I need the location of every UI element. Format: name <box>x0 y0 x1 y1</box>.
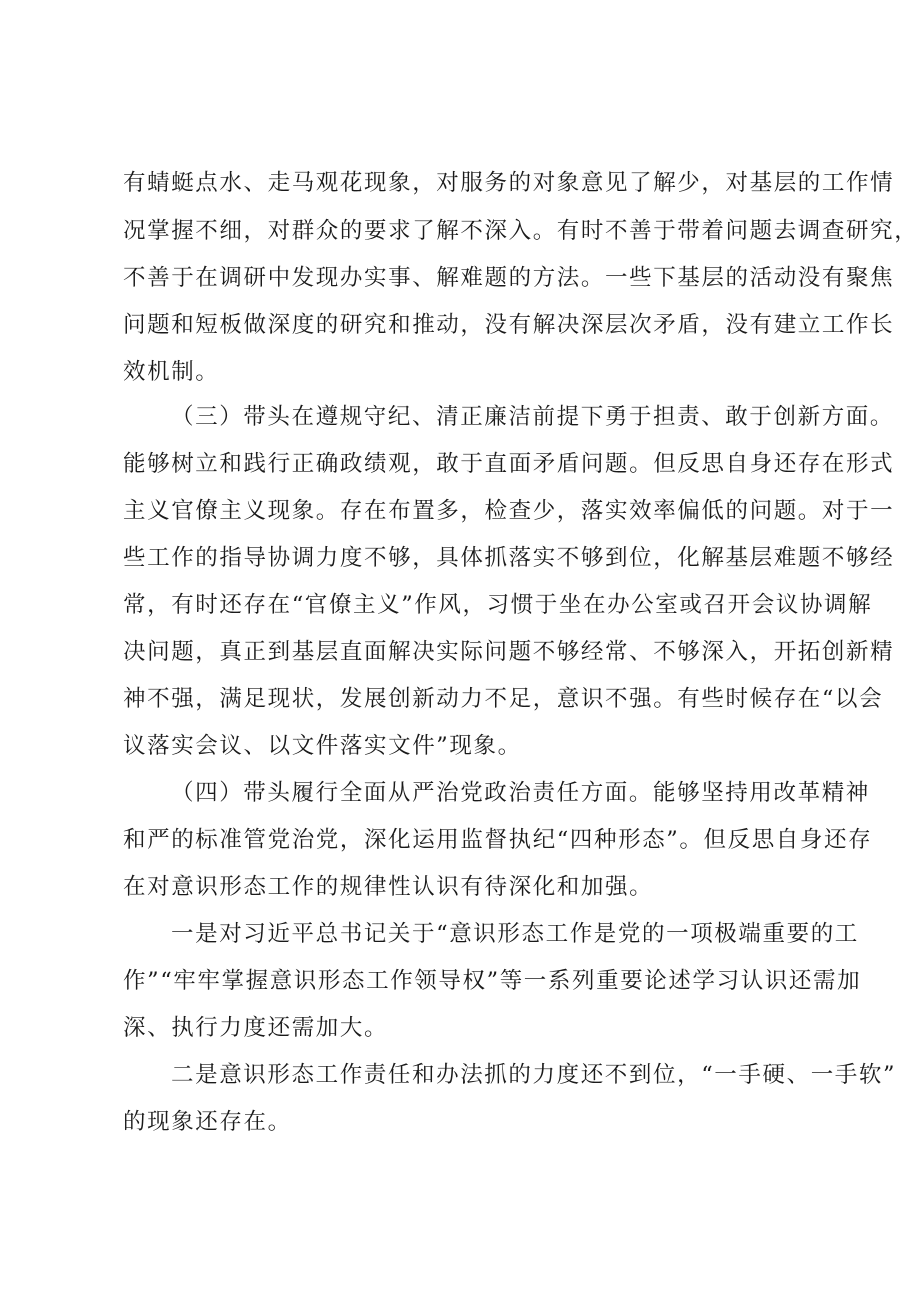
body-text-line: 神不强，满足现状，发展创新动力不足，意识不强。有些时候存在“以会 <box>123 686 884 712</box>
body-text-line: 决问题，真正到基层直面解决实际问题不够经常、不够深入，开拓创新精 <box>123 639 895 665</box>
body-text-line: 的现象还存在。 <box>123 1109 292 1135</box>
body-text-line: 深、执行力度还需加大。 <box>123 1015 389 1041</box>
body-text-line: 常，有时还存在“官僚主义”作风，习惯于坐在办公室或召开会议协调解 <box>123 592 873 618</box>
point-one-line: 一是对习近平总书记关于“意识形态工作是党的一项极端重要的工 <box>171 921 859 947</box>
body-text-line: 议落实会议、以文件落实文件”现象。 <box>123 733 522 759</box>
body-text-line: 和严的标准管党治党，深化运用监督执纪“四种形态”。但反思自身还存 <box>123 827 873 853</box>
body-text-line: 在对意识形态工作的规律性认识有待深化和加强。 <box>123 874 654 900</box>
body-text-line: 不善于在调研中发现办实事、解难题的方法。一些下基层的活动没有聚焦 <box>123 265 895 291</box>
section-heading-three: （三）带头在遵规守纪、清正廉洁前提下勇于担责、敢于创新方面。 <box>171 404 895 430</box>
body-text-line: 能够树立和践行正确政绩观，敢于直面矛盾问题。但反思自身还存在形式 <box>123 451 895 477</box>
point-two-line: 二是意识形态工作责任和办法抓的力度还不到位，“一手硬、一手软” <box>171 1062 897 1088</box>
body-text-line: 主义官僚主义现象。存在布置多，检查少，落实效率偏低的问题。对于一 <box>123 498 895 524</box>
body-text-line: 作”“牢牢掌握意识形态工作领导权”等一系列重要论述学习认识还需加 <box>123 968 862 994</box>
section-heading-four: （四）带头履行全面从严治党政治责任方面。能够坚持用改革精神 <box>171 780 870 806</box>
body-text-line: 效机制。 <box>123 359 220 385</box>
body-text-line: 况掌握不细，对群众的要求了解不深入。有时不善于带着问题去调查研究， <box>123 218 919 244</box>
body-text-line: 问题和短板做深度的研究和推动，没有解决深层次矛盾，没有建立工作长 <box>123 312 895 338</box>
body-text-line: 有蜻蜓点水、走马观花现象，对服务的对象意见了解少，对基层的工作情 <box>123 170 895 196</box>
body-text-line: 些工作的指导协调力度不够，具体抓落实不够到位，化解基层难题不够经 <box>123 545 895 571</box>
